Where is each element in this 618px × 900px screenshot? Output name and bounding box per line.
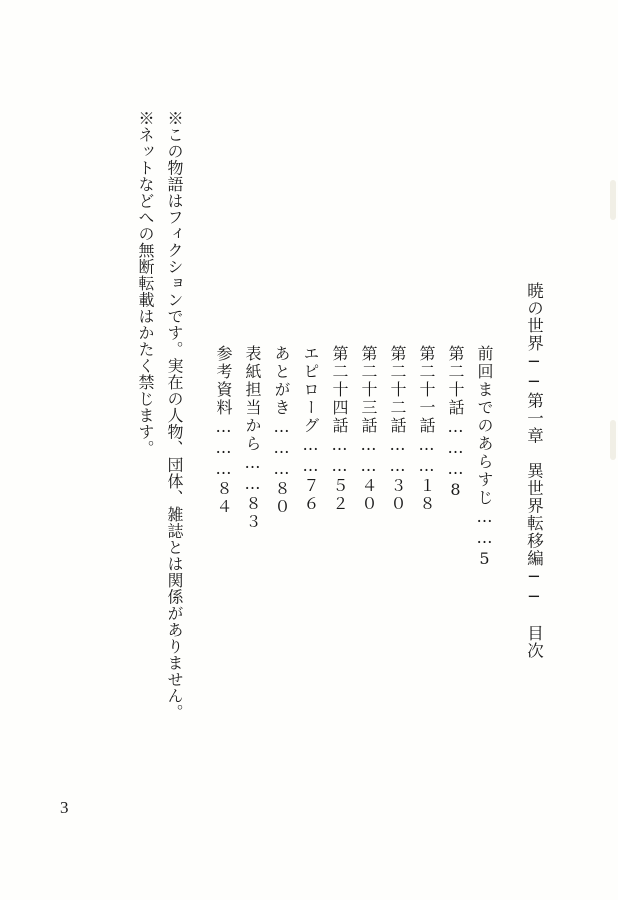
toc-entry-label: 第二十三話	[359, 345, 378, 435]
toc-entry-page: ５２	[330, 477, 349, 513]
toc-entry-dots: ……	[388, 435, 407, 477]
toc-entry-dots: ………	[272, 417, 291, 480]
toc-entry-label: 第二十二話	[388, 345, 407, 435]
toc-entry-label: 参考資料	[214, 345, 233, 417]
toc-entry	[476, 345, 492, 570]
toc-entry-dots: ……	[243, 453, 262, 495]
disclaimer-note: ※この物語はフィクションです。実在の人物、団体、雑誌とは関係がありません。	[165, 110, 184, 721]
toc-entry	[418, 345, 434, 513]
toc-entry-page: ７６	[301, 477, 320, 513]
toc-entry	[360, 345, 376, 513]
toc-entry-label: あとがき	[272, 345, 291, 417]
toc-entry-page: ８４	[214, 480, 233, 516]
toc-entry-page: ３０	[388, 477, 407, 513]
toc-entry-dots: ………	[214, 417, 233, 480]
toc-entry-page: １８	[417, 477, 436, 513]
toc-entry-dots: ……	[417, 435, 436, 477]
toc-entry	[244, 345, 260, 531]
toc-entry	[447, 345, 463, 501]
toc-title: 暁の世界──第一章 異世界転移編── 目次	[524, 282, 544, 660]
toc-entry	[215, 345, 231, 516]
toc-entry-dots: ……	[330, 435, 349, 477]
page-number: 3	[60, 798, 69, 817]
toc-entry-dots: ………	[446, 417, 465, 480]
toc-entry	[389, 345, 405, 513]
toc-entry-label: 前回までのあらすじ	[475, 345, 494, 507]
toc-entry-dots: ……	[301, 435, 320, 477]
toc-entry-dots: ……	[359, 435, 378, 477]
toc-entry	[273, 345, 289, 516]
toc-entry-page: ８０	[272, 480, 291, 516]
scan-mark	[610, 420, 616, 460]
toc-entry-page: ８３	[243, 495, 262, 531]
toc-entry-label: 第二十話	[446, 345, 465, 417]
toc-entry-page: 8	[446, 480, 465, 501]
toc-entry-label: エピローグ	[301, 345, 320, 435]
toc-entry	[302, 345, 318, 513]
toc-entry	[331, 345, 347, 513]
toc-entry-page: ４０	[359, 477, 378, 513]
scan-mark	[610, 180, 616, 220]
toc-entry-dots: ……	[475, 507, 494, 549]
toc-entry-label: 第二十一話	[417, 345, 436, 435]
toc-entry-page: 5	[475, 549, 494, 570]
toc-entry-label: 第二十四話	[330, 345, 349, 435]
toc-entry-label: 表紙担当から	[243, 345, 262, 453]
copyright-note: ※ネットなどへの無断転載はかたく禁じます。	[136, 110, 155, 457]
